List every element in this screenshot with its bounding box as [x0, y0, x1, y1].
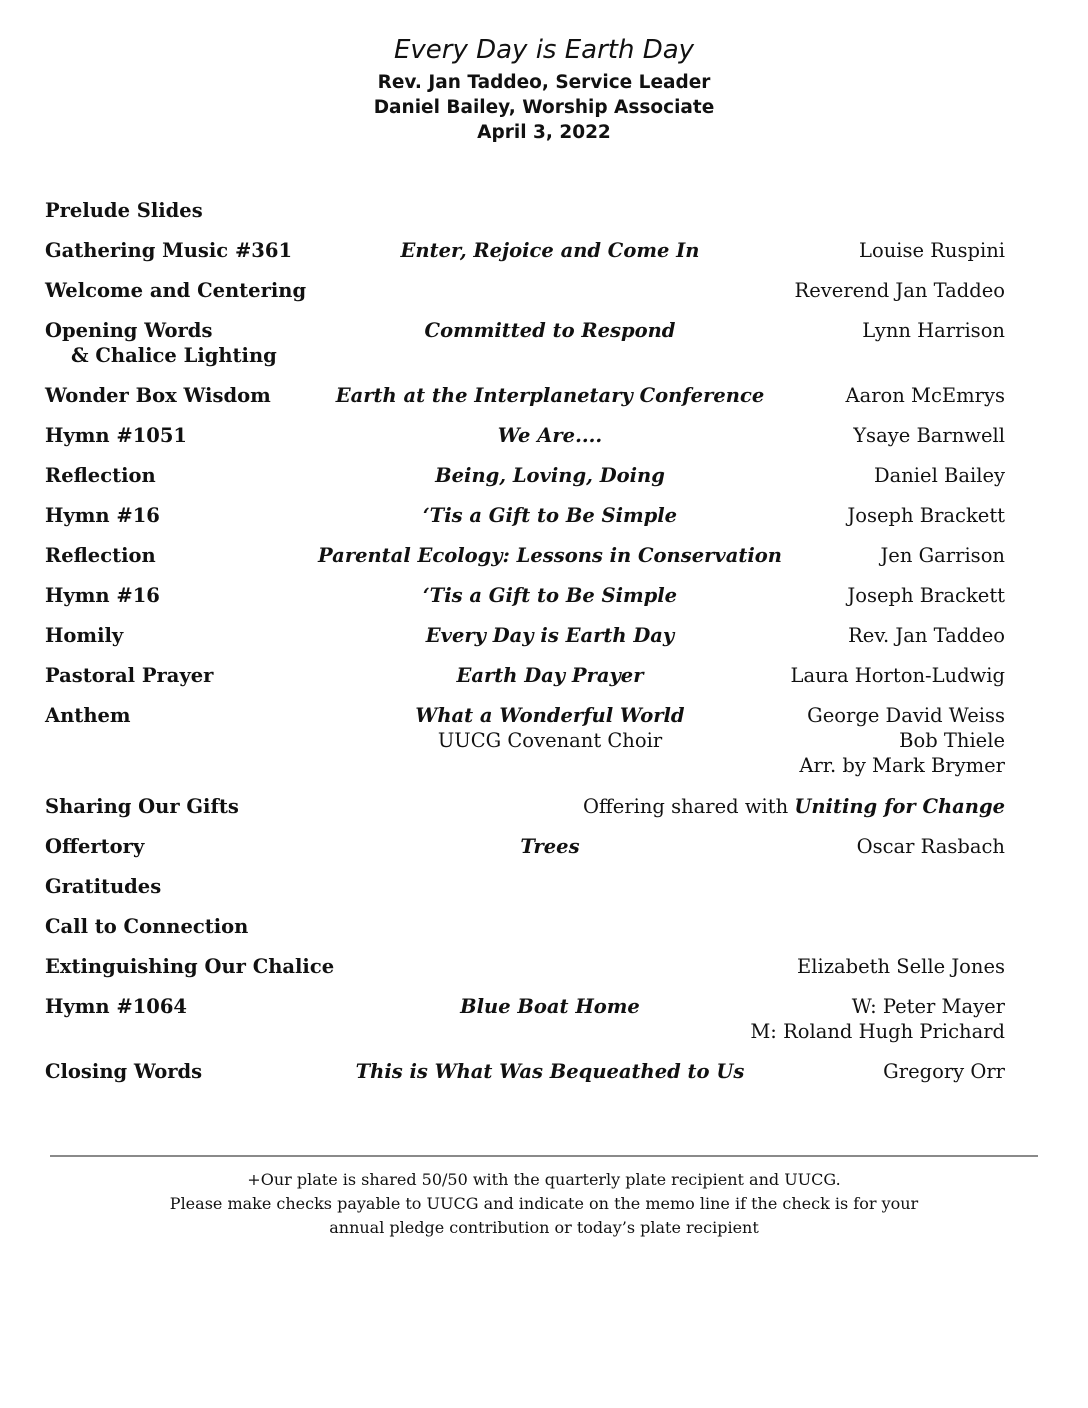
program-work-title: Earth Day Prayer — [456, 664, 644, 687]
program-credit — [846, 383, 1006, 408]
program-work-title: Earth at the Interplanetary Conference — [335, 384, 765, 407]
program-part-label: Hymn #1064 — [45, 995, 187, 1018]
program-credit — [880, 543, 1005, 568]
program-part-label: Call to Connection — [45, 915, 249, 938]
program-credit — [583, 794, 1005, 819]
program-part-label: Gathering Music #361 — [45, 239, 293, 262]
program-credit-line: Lynn Harrison — [862, 319, 1005, 342]
service-leader: Rev. Jan Taddeo, Service Leader — [377, 72, 711, 93]
program-part — [45, 503, 160, 528]
program-credit-line: Jen Garrison — [880, 544, 1005, 567]
program-credit-line: Ysaye Barnwell — [853, 424, 1005, 447]
program-work — [270, 623, 830, 648]
program-work-title: This is What Was Bequeathed to Us — [355, 1060, 745, 1083]
program-credit-line: Elizabeth Selle Jones — [797, 955, 1005, 978]
program-work — [270, 238, 830, 263]
program-credit-line: Reverend Jan Taddeo — [794, 279, 1005, 302]
footer-divider — [50, 1155, 1038, 1157]
program-credit — [857, 834, 1005, 859]
program-part — [45, 834, 144, 859]
offering-prefix: Offering shared with — [582, 795, 795, 818]
program-part — [45, 383, 271, 408]
footer-line-2: Please make checks payable to UUCG and indicate on the memo line if the check is for your — [169, 1194, 919, 1213]
program-work-title: Enter, Rejoice and Come In — [400, 239, 700, 262]
program-work — [270, 663, 830, 688]
program-credit — [847, 583, 1005, 608]
program-work-title: ‘Tis a Gift to Be Simple — [422, 584, 678, 607]
program-part — [45, 1059, 202, 1084]
program-credit-line: Gregory Orr — [883, 1060, 1005, 1083]
program-credit-line: Laura Horton-Ludwig — [790, 664, 1005, 687]
program-credit — [750, 994, 1005, 1044]
program-credit-line: Bob Thiele — [899, 729, 1005, 752]
program-part-label: Gratitudes — [45, 875, 162, 898]
program-credit-line: Joseph Brackett — [847, 584, 1005, 607]
program-work — [270, 463, 830, 488]
program-credit-line: Joseph Brackett — [847, 504, 1005, 527]
program-credit — [862, 318, 1005, 343]
program-work — [270, 318, 830, 343]
program-work-title: We Are.... — [497, 424, 603, 447]
program-credit — [799, 703, 1005, 778]
program-part — [45, 463, 156, 488]
program-credit — [791, 663, 1005, 688]
program-work — [270, 543, 830, 568]
program-credit-line: Rev. Jan Taddeo — [848, 624, 1005, 647]
program-work-title: Trees — [520, 835, 580, 858]
program-work — [270, 583, 830, 608]
program-part-label: Pastoral Prayer — [45, 664, 214, 687]
program-work-title: Blue Boat Home — [460, 995, 640, 1018]
service-date: April 3, 2022 — [477, 122, 611, 143]
program-work — [270, 834, 830, 859]
offering-recipient: Uniting for Change — [794, 795, 1005, 818]
program-work-title: Every Day is Earth Day — [425, 624, 675, 647]
program-credit — [883, 1059, 1005, 1084]
program-part-label: Extinguishing Our Chalice — [45, 955, 335, 978]
footer-line-1: +Our plate is shared 50/50 with the quarterly plate recipient and UUCG. — [247, 1170, 841, 1189]
program-part-label: Offertory — [45, 835, 145, 858]
service-title: Every Day is Earth Day — [393, 35, 695, 65]
program-part-label: Welcome and Centering — [45, 279, 307, 302]
program-part-label: Prelude Slides — [45, 199, 203, 222]
program-part-label-2: & Chalice Lighting — [71, 344, 277, 367]
program-part — [45, 423, 187, 448]
program-work — [270, 994, 830, 1019]
program-credit — [847, 503, 1005, 528]
program-work — [270, 383, 830, 408]
program-credit-line: Louise Ruspini — [859, 239, 1005, 262]
program-credit — [859, 238, 1005, 263]
program-credit-line: W: Peter Mayer — [851, 995, 1005, 1018]
program-part — [45, 914, 248, 939]
program-work — [270, 1059, 830, 1084]
program-credit-line: Aaron McEmrys — [845, 384, 1005, 407]
program-part-label: Reflection — [45, 464, 156, 487]
program-part — [45, 874, 161, 899]
program-part-label: Opening Words — [45, 319, 213, 342]
program-work-title: What a Wonderful World — [415, 704, 685, 727]
program-credit-line: Oscar Rasbach — [856, 835, 1005, 858]
program-part — [45, 954, 334, 979]
program-work-title: Committed to Respond — [424, 319, 676, 342]
program-credit — [874, 463, 1005, 488]
program-part-label: Homily — [45, 624, 124, 647]
program-part — [45, 238, 292, 263]
program-work — [270, 703, 830, 753]
program-part — [45, 583, 160, 608]
program-credit — [848, 623, 1005, 648]
program-credit-line: Daniel Bailey — [873, 464, 1005, 487]
program-part — [45, 994, 187, 1019]
worship-associate: Daniel Bailey, Worship Associate — [373, 97, 715, 118]
program-part-label: Reflection — [45, 544, 156, 567]
program-part — [45, 794, 239, 819]
program-credit-line: M: Roland Hugh Prichard — [750, 1020, 1005, 1043]
program-part — [45, 318, 277, 368]
program-work — [270, 423, 830, 448]
program-part — [45, 543, 156, 568]
program-part-label: Sharing Our Gifts — [45, 795, 239, 818]
program-work-performer: UUCG Covenant Choir — [437, 729, 663, 752]
program-part — [45, 623, 123, 648]
program-credit — [853, 423, 1005, 448]
program-part-label: Hymn #16 — [45, 504, 160, 527]
program-work-title: Being, Loving, Doing — [435, 464, 665, 487]
program-work-title: ‘Tis a Gift to Be Simple — [422, 504, 678, 527]
footer-line-3: annual pledge contribution or today’s plate recipient — [329, 1218, 759, 1237]
program-part-label: Closing Words — [45, 1060, 203, 1083]
order-of-service-header — [0, 30, 1088, 145]
program-part — [45, 278, 306, 303]
program-part-label: Wonder Box Wisdom — [45, 384, 271, 407]
program-part-label: Hymn #1051 — [45, 424, 187, 447]
program-work — [270, 503, 830, 528]
program-credit-line: George David Weiss — [807, 704, 1005, 727]
program-part-label: Anthem — [45, 704, 131, 727]
program-part-label: Hymn #16 — [45, 584, 160, 607]
program-credit — [795, 278, 1005, 303]
footer-note — [0, 1168, 1088, 1240]
program-credit-line: Arr. by Mark Brymer — [799, 754, 1005, 777]
program-part — [45, 703, 131, 728]
program-work-title: Parental Ecology: Lessons in Conservation — [318, 544, 782, 567]
program-part — [45, 663, 213, 688]
program-part — [45, 198, 203, 223]
program-credit — [797, 954, 1005, 979]
